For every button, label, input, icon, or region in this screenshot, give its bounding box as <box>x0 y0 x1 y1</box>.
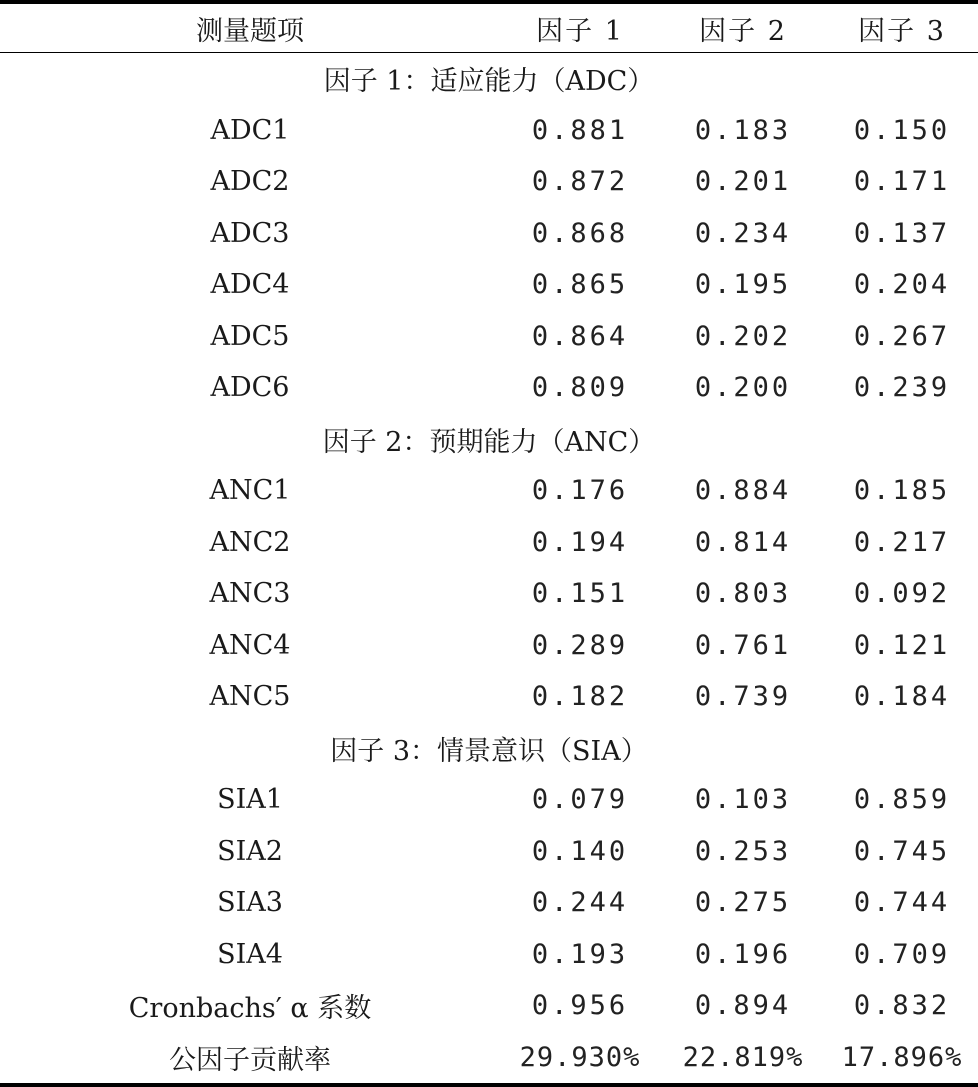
loading-f3: 0.137 <box>853 217 951 249</box>
loading-f1: 0.151 <box>531 578 629 610</box>
alpha-f3: 0.832 <box>853 990 951 1022</box>
loading-f2: 0.183 <box>694 114 792 146</box>
item-label: ANC2 <box>209 526 291 558</box>
loading-f2: 0.200 <box>694 372 792 404</box>
item-label: ANC5 <box>209 681 291 713</box>
item-label: ADC1 <box>210 114 290 146</box>
loading-f1: 0.872 <box>531 166 629 198</box>
loading-f3: 0.745 <box>853 835 951 867</box>
group-row <box>0 723 978 775</box>
table-row <box>0 465 978 517</box>
loading-f1: 0.289 <box>531 629 629 661</box>
table-row <box>0 929 978 981</box>
loading-f1: 0.140 <box>531 835 629 867</box>
table-row <box>0 208 978 260</box>
table-header-row <box>0 2 978 53</box>
header-factor-1: 因子 1 <box>536 15 624 47</box>
item-label: ADC6 <box>210 372 290 404</box>
loading-f1: 0.194 <box>531 526 629 558</box>
alpha-f2: 0.894 <box>694 990 792 1022</box>
loading-f1: 0.881 <box>531 114 629 146</box>
loading-f3: 0.239 <box>853 372 951 404</box>
cronbach-alpha-row <box>0 980 978 1032</box>
loading-f2: 0.739 <box>694 681 792 713</box>
loading-f1: 0.865 <box>531 269 629 301</box>
group-row <box>0 414 978 466</box>
table-row <box>0 774 978 826</box>
loading-f2: 0.803 <box>694 578 792 610</box>
item-label: ADC3 <box>210 217 290 249</box>
loading-f3: 0.185 <box>853 475 951 507</box>
table-row <box>0 311 978 363</box>
loading-f2: 0.234 <box>694 217 792 249</box>
item-label: ADC4 <box>210 269 290 301</box>
contribution-f3: 17.896% <box>841 1041 963 1073</box>
table-row <box>0 105 978 157</box>
loading-f3: 0.859 <box>853 784 951 816</box>
loading-f1: 0.193 <box>531 938 629 970</box>
loading-f2: 0.275 <box>694 887 792 919</box>
group-label-sia: 因子 3：情景意识（SIA） <box>330 735 648 767</box>
contribution-f1: 29.930% <box>519 1041 641 1073</box>
loading-f2: 0.103 <box>694 784 792 816</box>
contribution-f2: 22.819% <box>682 1041 804 1073</box>
loading-f3: 0.150 <box>853 114 951 146</box>
group-label-anc: 因子 2：预期能力（ANC） <box>322 426 656 458</box>
loading-f1: 0.809 <box>531 372 629 404</box>
loading-f3: 0.267 <box>853 320 951 352</box>
group-label-adc: 因子 1：适应能力（ADC） <box>323 66 655 98</box>
loading-f1: 0.079 <box>531 784 629 816</box>
item-label: ANC1 <box>209 475 291 507</box>
table-row <box>0 517 978 569</box>
item-label: ANC4 <box>209 629 291 661</box>
item-label: ANC3 <box>209 578 291 610</box>
loading-f2: 0.202 <box>694 320 792 352</box>
cronbach-alpha-label: Cronbachs′ α 系数 <box>128 993 372 1025</box>
loading-f2: 0.201 <box>694 166 792 198</box>
item-label: SIA3 <box>217 887 283 919</box>
loading-f1: 0.182 <box>531 681 629 713</box>
item-label: ADC2 <box>210 166 290 198</box>
item-label: SIA4 <box>217 938 283 970</box>
table-row <box>0 620 978 672</box>
loading-f1: 0.176 <box>531 475 629 507</box>
loading-f3: 0.121 <box>853 629 951 661</box>
item-label: SIA1 <box>217 784 283 816</box>
table-row <box>0 568 978 620</box>
table-row <box>0 826 978 878</box>
loading-f3: 0.217 <box>853 526 951 558</box>
table-row <box>0 671 978 723</box>
loading-f3: 0.204 <box>853 269 951 301</box>
item-label: ADC5 <box>210 320 290 352</box>
header-item: 测量题项 <box>196 15 304 47</box>
loading-f2: 0.761 <box>694 629 792 661</box>
loading-f2: 0.884 <box>694 475 792 507</box>
loading-f3: 0.744 <box>853 887 951 919</box>
table-row <box>0 259 978 311</box>
header-factor-3: 因子 3 <box>858 15 946 47</box>
loading-f2: 0.196 <box>694 938 792 970</box>
table-row <box>0 156 978 208</box>
loading-f2: 0.195 <box>694 269 792 301</box>
loading-f3: 0.171 <box>853 166 951 198</box>
loading-f1: 0.868 <box>531 217 629 249</box>
contribution-rate-row <box>0 1032 978 1086</box>
loading-f1: 0.864 <box>531 320 629 352</box>
loading-f1: 0.244 <box>531 887 629 919</box>
loading-f3: 0.184 <box>853 681 951 713</box>
loading-f2: 0.253 <box>694 835 792 867</box>
table-row <box>0 362 978 414</box>
group-row <box>0 53 978 105</box>
loading-f3: 0.709 <box>853 938 951 970</box>
header-factor-2: 因子 2 <box>699 15 787 47</box>
alpha-f1: 0.956 <box>531 990 629 1022</box>
contribution-rate-label: 公因子贡献率 <box>169 1044 331 1076</box>
loading-f2: 0.814 <box>694 526 792 558</box>
table-row <box>0 877 978 929</box>
loading-f3: 0.092 <box>853 578 951 610</box>
item-label: SIA2 <box>217 835 283 867</box>
